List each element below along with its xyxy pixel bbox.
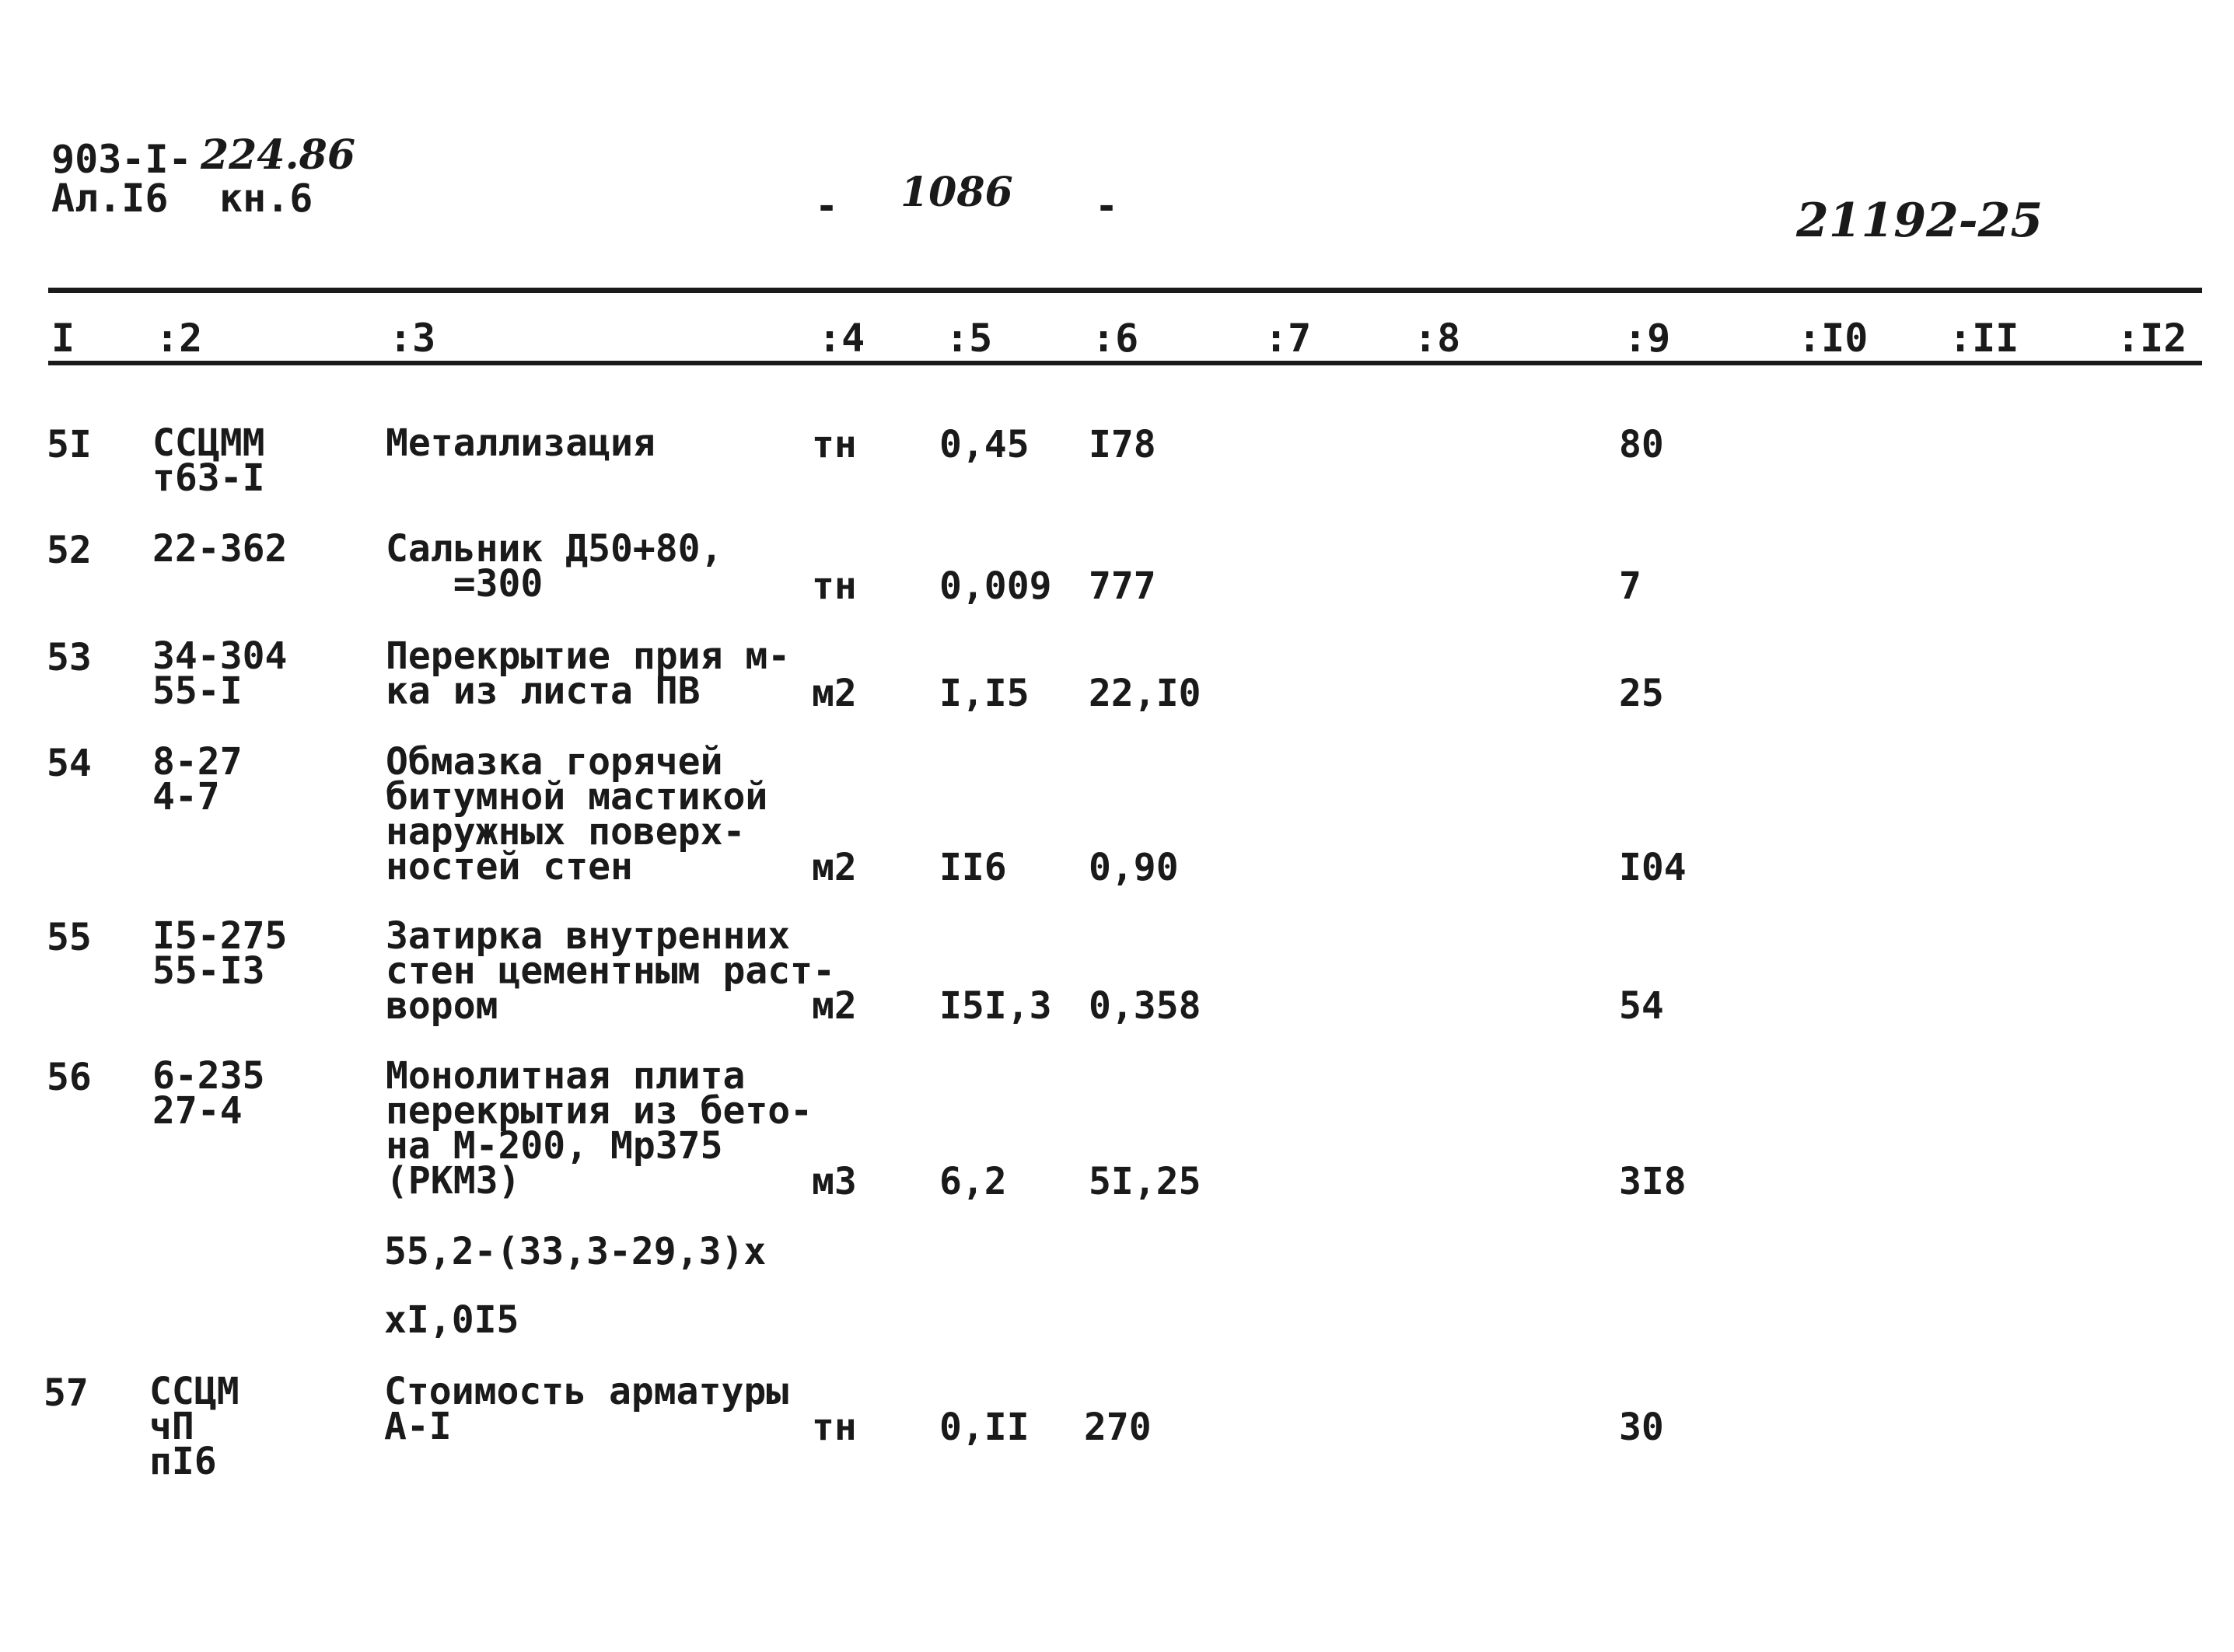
unit-price: I78 (1089, 423, 1156, 466)
unit: м2 (812, 672, 857, 715)
quantity: I,I5 (939, 672, 1030, 715)
page-dash-right: - (1095, 183, 1119, 229)
sheet-number: 21192-25 (1796, 194, 2043, 248)
column-header: :3 (389, 316, 436, 361)
page-dash-left: - (815, 183, 839, 229)
calculation-note: xI,0I5 (384, 1298, 519, 1342)
quantity: 0,II (939, 1406, 1030, 1449)
row-number: 52 (47, 529, 92, 572)
album-label: Ал.I6 (51, 176, 169, 221)
column-header: :7 (1264, 316, 1312, 361)
norm-code: 22-362 (152, 527, 288, 571)
total-cost: 80 (1619, 423, 1664, 466)
row-number: 56 (47, 1056, 92, 1099)
row-number: 53 (47, 636, 92, 679)
norm-code: 34-304 55-I (152, 634, 288, 714)
quantity: I5I,3 (939, 984, 1052, 1028)
work-description: Стоимость арматуры А-I (384, 1370, 789, 1449)
column-header: :4 (818, 316, 865, 361)
document-number-handwritten: 224.86 (201, 131, 356, 179)
norm-code: ССЦММ т63-I (152, 421, 265, 501)
total-cost: 30 (1619, 1406, 1664, 1449)
work-description: Монолитная плита перекрытия из бето- на М-200, Мр375 (РКМЗ) (386, 1054, 813, 1203)
row-number: 5I (47, 423, 92, 466)
unit-price: 22,I0 (1089, 672, 1201, 715)
work-description: Затирка внутренних стен цементным раст- вором (386, 914, 835, 1029)
norm-code: 6-235 27-4 (152, 1054, 265, 1133)
book-label: кн.6 (219, 176, 313, 221)
total-cost: I04 (1619, 846, 1687, 889)
column-header: :II (1949, 316, 2019, 361)
total-cost: 25 (1619, 672, 1664, 715)
quantity: 0,45 (939, 423, 1030, 466)
unit-price: 5I,25 (1089, 1160, 1201, 1203)
unit-price: 777 (1089, 564, 1156, 608)
total-cost: 7 (1619, 564, 1641, 608)
column-header: :2 (156, 316, 203, 361)
header-rule (48, 361, 2202, 365)
work-description: Обмазка горячей битумной мастикой наружных поверх- ностей стен (386, 740, 768, 889)
document-number: 903-I- (51, 137, 192, 182)
unit-price: 0,90 (1089, 846, 1179, 889)
unit: м2 (812, 984, 857, 1028)
top-rule (48, 288, 2202, 293)
unit-price: 0,358 (1089, 984, 1201, 1028)
work-description: Перекрытие прия м- ка из листа ПВ (386, 634, 791, 714)
column-header: :I2 (2117, 316, 2187, 361)
unit: тн (812, 423, 857, 466)
norm-code: ССЦМ чП пI6 (149, 1370, 239, 1484)
column-header: :5 (946, 316, 993, 361)
unit: м2 (812, 846, 857, 889)
quantity: 0,009 (939, 564, 1052, 608)
quantity: 6,2 (939, 1160, 1007, 1203)
column-header: :I0 (1798, 316, 1869, 361)
quantity: II6 (939, 846, 1007, 889)
unit-price: 270 (1084, 1406, 1152, 1449)
total-cost: 3I8 (1619, 1160, 1687, 1203)
page-number: 1086 (900, 169, 1013, 216)
unit: тн (812, 564, 857, 608)
column-header: :6 (1092, 316, 1139, 361)
column-header: :8 (1414, 316, 1461, 361)
total-cost: 54 (1619, 984, 1664, 1028)
column-header: I (51, 316, 75, 361)
unit: м3 (812, 1160, 857, 1203)
work-description: Сальник Д50+80, =300 (386, 527, 723, 606)
column-header: :9 (1624, 316, 1671, 361)
calculation-note: 55,2-(33,3-29,3)x (384, 1230, 767, 1273)
unit: тн (812, 1406, 857, 1449)
row-number: 57 (44, 1371, 89, 1415)
norm-code: 8-27 4-7 (152, 740, 243, 819)
row-number: 54 (47, 742, 92, 785)
norm-code: I5-275 55-I3 (152, 914, 288, 994)
row-number: 55 (47, 916, 92, 959)
work-description: Металлизация (386, 421, 656, 465)
